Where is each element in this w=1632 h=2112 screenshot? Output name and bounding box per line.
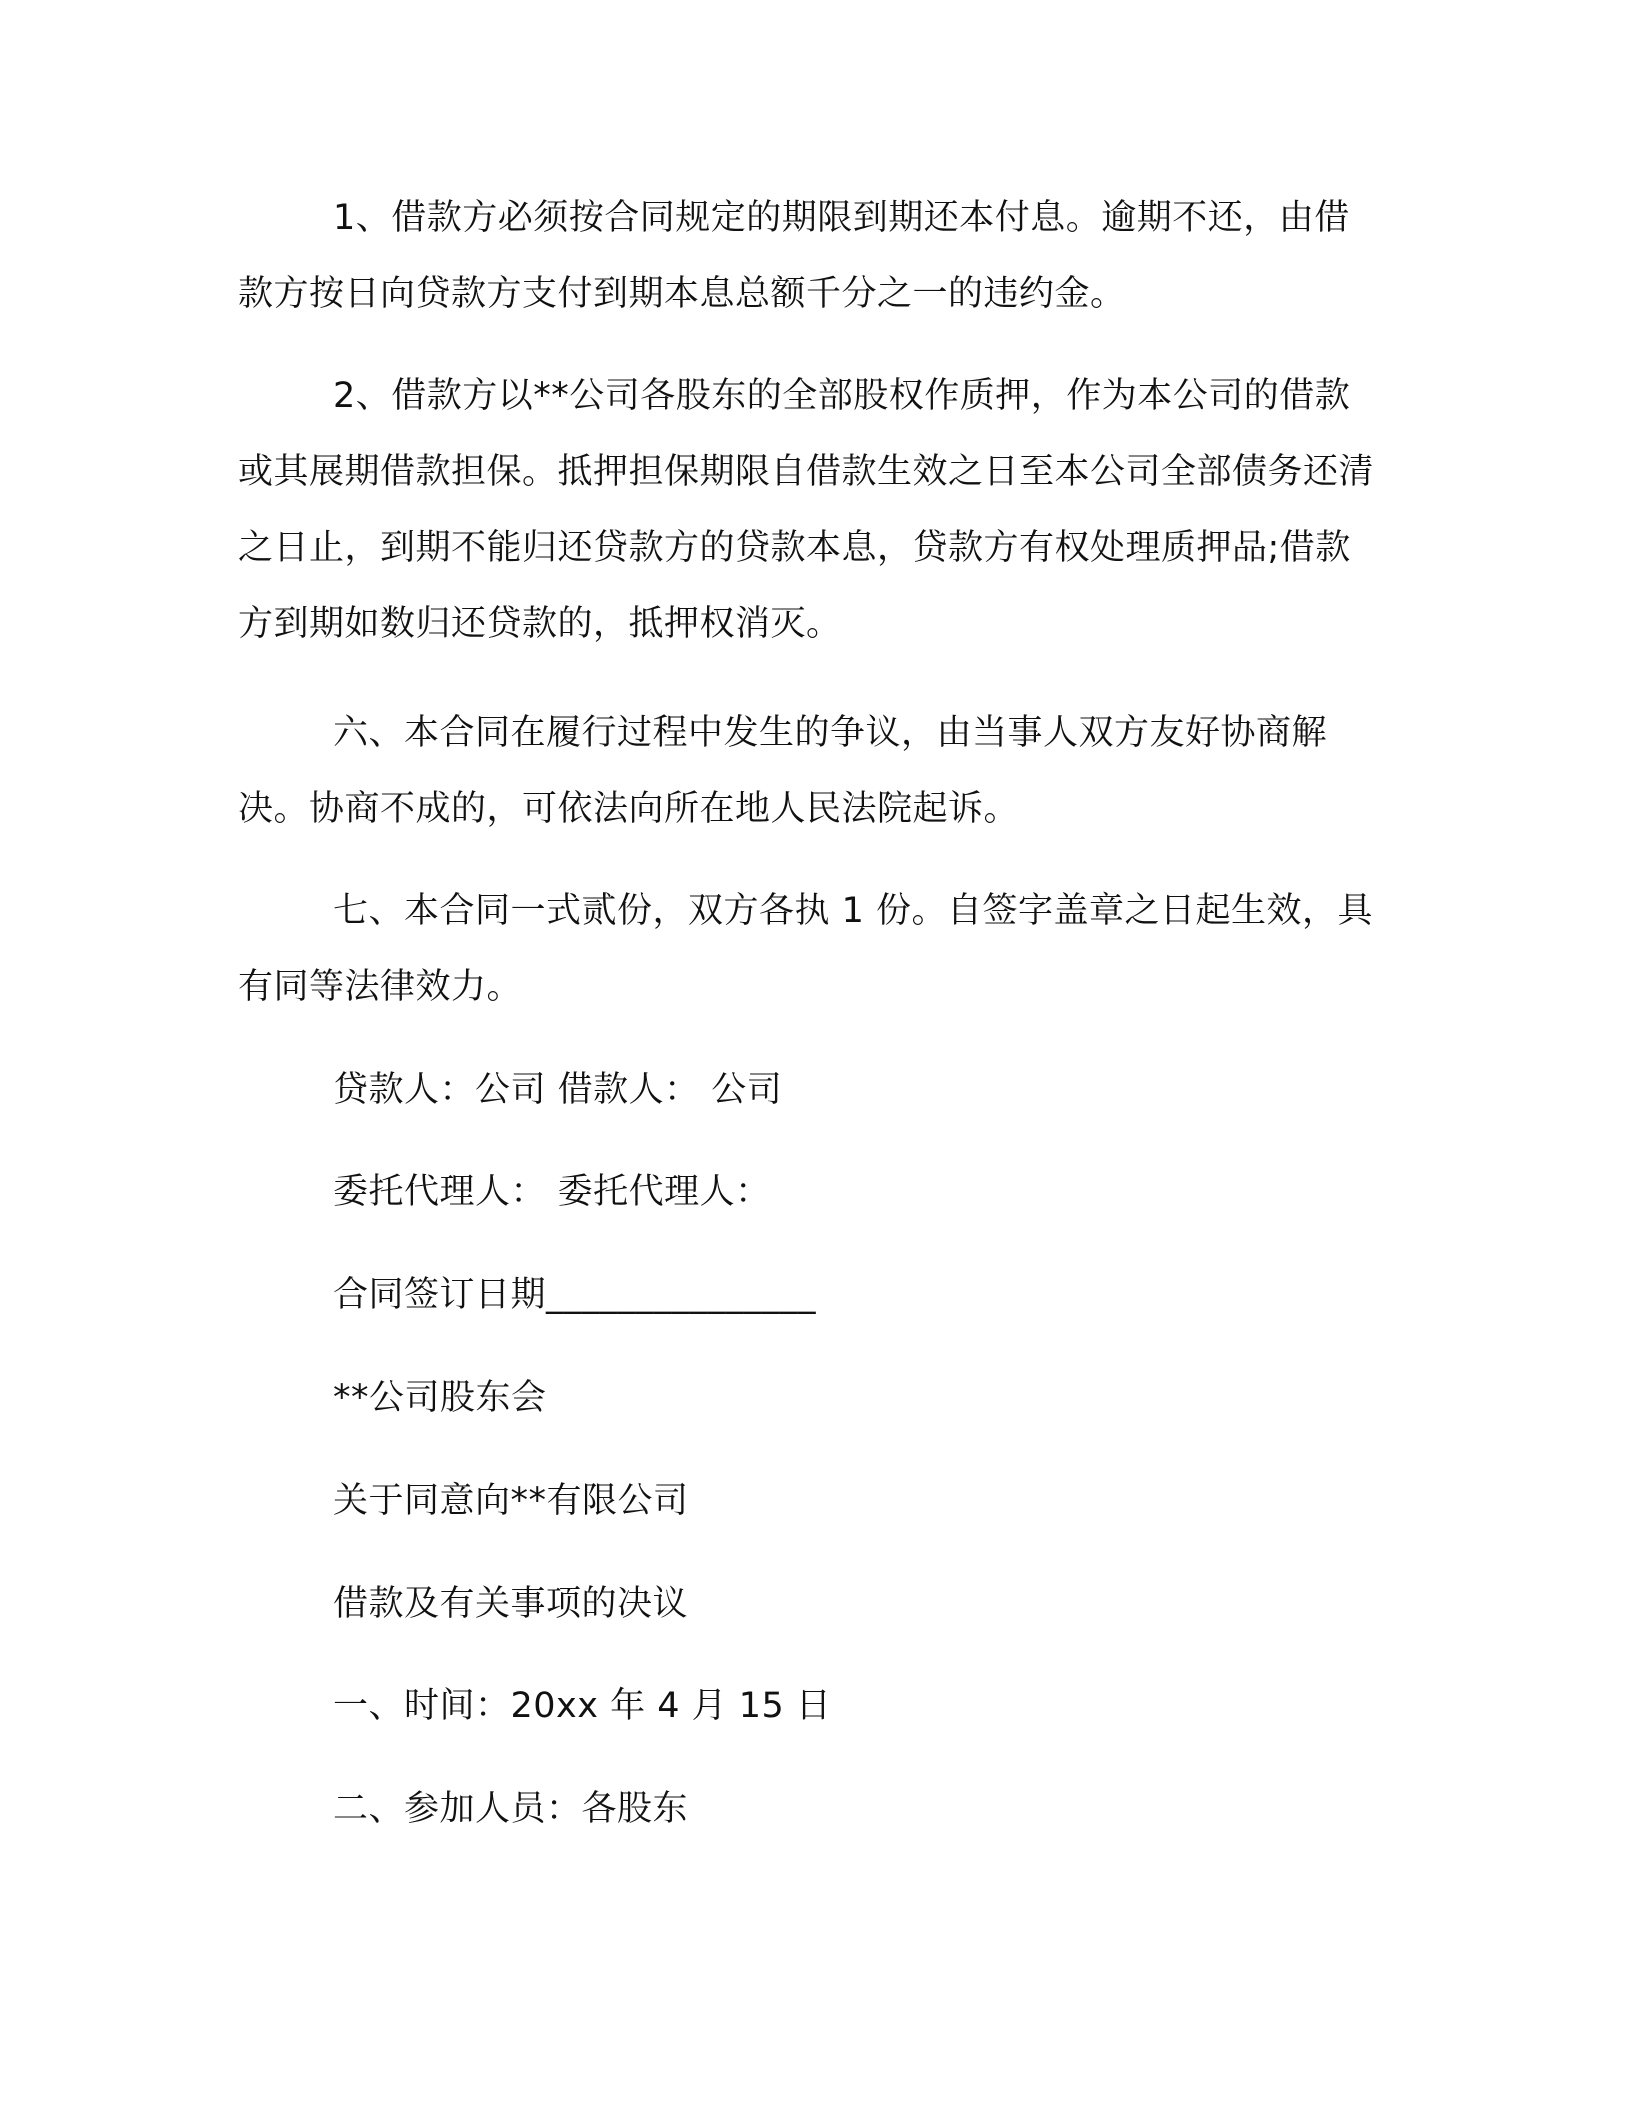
meeting-time-line: 一、时间：20xx 年 4 月 15 日 <box>333 1686 832 1726</box>
attendees-line: 二、参加人员：各股东 <box>333 1789 689 1829</box>
resolution-title-line-1: 关于同意向**有限公司 <box>333 1481 689 1521</box>
clause-2-paragraph: 2、借款方以**公司各股东的全部股权作质押，作为本公司的借款或其展期借款担保。抵押担保期限自借款生效之日至本公司全部债务还清之日止，到期不能归还贷款方的贷款本息，贷款方有权处理质押品;借款方到期如数归还贷款的，抵押权消灭。 <box>238 376 1375 644</box>
clause-seven-paragraph: 七、本合同一式贰份，双方各执 1 份。自签字盖章之日起生效，具有同等法律效力。 <box>238 891 1374 1007</box>
resolution-title-line-2: 借款及有关事项的决议 <box>333 1584 689 1624</box>
sign-date-line: 合同签订日期_______________ <box>333 1275 817 1315</box>
clause-1-paragraph: 1、借款方必须按合同规定的期限到期还本付息。逾期不还，由借款方按日向贷款方支付到期本息总额千分之一的违约金。 <box>238 198 1350 314</box>
lender-borrower-line: 贷款人：公司 借款人： 公司 <box>333 1070 783 1110</box>
meeting-heading: **公司股东会 <box>333 1378 547 1418</box>
agents-line: 委托代理人： 委托代理人： <box>333 1172 771 1212</box>
clause-six-paragraph: 六、本合同在履行过程中发生的争议，由当事人双方友好协商解决。协商不成的，可依法向所在地人民法院起诉。 <box>238 713 1328 829</box>
